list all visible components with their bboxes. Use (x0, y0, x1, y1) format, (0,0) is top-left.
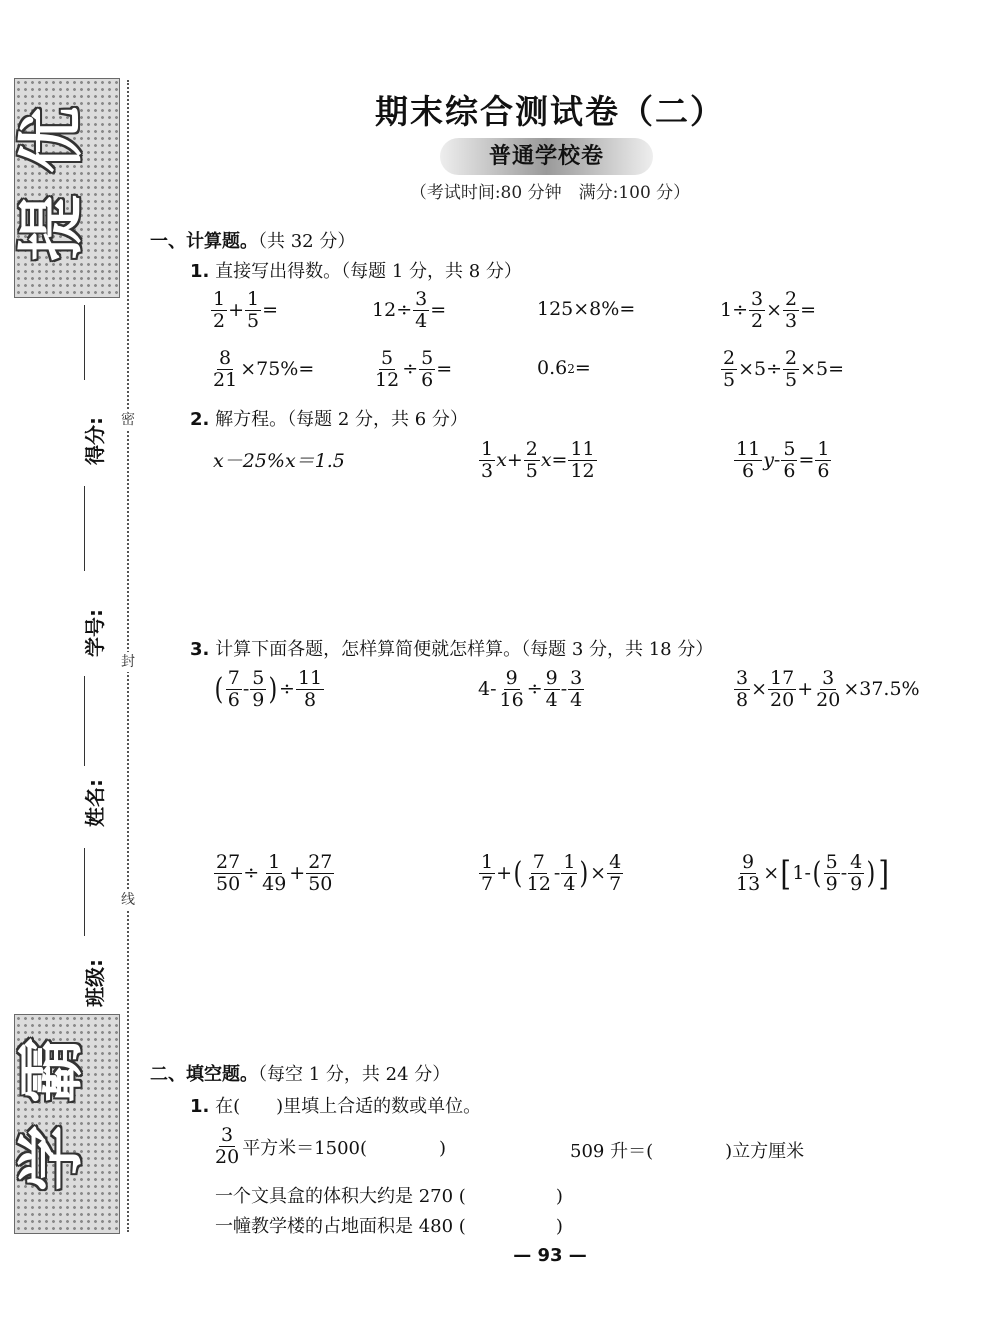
seal-char: 线 (118, 890, 138, 910)
seal-char: 密 (118, 410, 138, 430)
question-title: 3. 计算下面各题，怎样算简便就怎样算。（每题 3 分，共 18 分） (190, 639, 714, 660)
exam-info: （考试时间:80 分钟 满分:100 分） (409, 183, 691, 203)
student-id-label: 学号: (83, 609, 107, 657)
math-expression: $\frac{1}{7}$ + ( $\frac{7}{12}$ - $\frac{1}{4}$ ) × $\frac{4}{7}$ (481, 851, 622, 895)
math-equation: $\frac{1}{3}$ x + $\frac{2}{5}$ x = $\frac{11}{12}$ (481, 438, 595, 482)
math-expression: 125×8%= (537, 298, 636, 320)
math-expression: $\frac{8}{21}$ ×75%= (213, 347, 315, 391)
question-title: 2. 解方程。（每题 2 分，共 6 分） (190, 409, 468, 430)
fill-blank-item: 一个文具盒的体积大约是 270 ( ) (215, 1186, 563, 1207)
math-equation: $\frac{11}{6}$ y - $\frac{5}{6}$ = $\frac{1}{6}$ (736, 438, 830, 482)
brand-char: 霸 (13, 1037, 90, 1103)
question-title: 1. 在( )里填上合适的数或单位。 (190, 1096, 482, 1117)
question-title: 1. 直接写出得数。（每题 1 分，共 8 分） (190, 261, 522, 282)
student-id-line (84, 486, 85, 571)
math-equation: x－25%x＝1.5 (213, 450, 345, 472)
brand-char: 优 (13, 107, 90, 173)
math-expression: $\frac{27}{50}$ ÷ $\frac{1}{49}$ + $\frac{27}{50}$ (216, 851, 333, 895)
name-line (84, 676, 85, 766)
score-label: 得分: (83, 417, 107, 465)
math-expression: $\frac{5}{12}$ ÷ $\frac{5}{6}$ = (375, 347, 453, 391)
score-line (84, 305, 85, 380)
fill-blank-item: $\frac{3}{20}$ 平方米＝1500( ) (215, 1124, 447, 1168)
brand-char: 提 (13, 195, 90, 261)
fill-blank-item: 509 升＝( )立方厘米 (570, 1141, 805, 1162)
section-heading: 一、计算题。（共 32 分） (150, 231, 356, 252)
math-expression: ( $\frac{7}{6}$ - $\frac{5}{9}$ ) ÷ $\frac{11}{8}$ (214, 667, 323, 711)
name-label: 姓名: (83, 779, 107, 827)
class-label: 班级: (83, 959, 107, 1007)
page-title: 期末综合测试卷（二） (375, 92, 725, 131)
page-number: — 93 — (513, 1245, 587, 1266)
math-expression: $\frac{9}{13}$ × [ 1- ( $\frac{5}{9}$ - $\frac{4}{9}$ ) ] (736, 851, 889, 895)
math-expression: 1 ÷ $\frac{3}{2}$ × $\frac{2}{3}$ = (720, 288, 817, 332)
brand-char: 学 (13, 1125, 90, 1191)
math-expression: $\frac{3}{8}$ × $\frac{17}{20}$ + $\frac{3}{20}$ ×37.5% (736, 667, 920, 711)
math-expression: 12 ÷ $\frac{3}{4}$ = (372, 288, 447, 332)
seal-char: 封 (118, 652, 138, 672)
class-line (84, 848, 85, 936)
math-expression: $\frac{1}{2}$ + $\frac{1}{5}$ = (213, 288, 279, 332)
math-expression: 0.6 2 = (537, 357, 591, 379)
section-heading: 二、填空题。（每空 1 分，共 24 分） (150, 1064, 451, 1085)
fill-blank-item: 一幢教学楼的占地面积是 480 ( ) (215, 1216, 563, 1237)
math-expression: 4- $\frac{9}{16}$ ÷ $\frac{9}{4}$ - $\frac{3}{4}$ (478, 667, 583, 711)
math-expression: $\frac{2}{5}$ ×5 ÷ $\frac{2}{5}$ ×5= (723, 347, 845, 391)
exam-type-badge: 普通学校卷 (440, 138, 653, 175)
